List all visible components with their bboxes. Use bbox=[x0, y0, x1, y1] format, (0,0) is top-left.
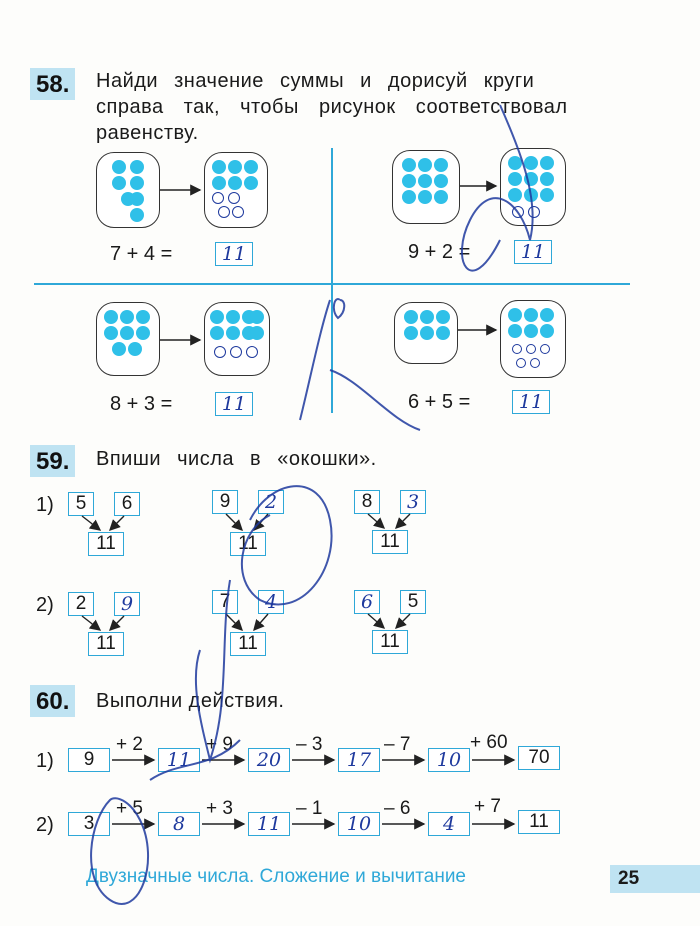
t60-r1-value[interactable]: 9 bbox=[68, 748, 110, 772]
panel2-dot bbox=[418, 174, 432, 188]
t59-r1-g2-a[interactable]: 9 bbox=[212, 490, 238, 514]
panel-divider-vertical bbox=[331, 148, 333, 413]
panel4-dot bbox=[420, 310, 434, 324]
panel2-dot bbox=[508, 188, 522, 202]
panel3-dot bbox=[104, 326, 118, 340]
task-60-row2-label: 2) bbox=[36, 814, 54, 836]
panel2-dot bbox=[434, 190, 448, 204]
footer-title: Двузначные числа. Сложение и вычитание bbox=[86, 866, 466, 887]
panel4-dot bbox=[524, 324, 538, 338]
panel3-dot bbox=[210, 310, 224, 324]
t60-r1-op: – 3 bbox=[296, 734, 323, 755]
panel3-answer-box[interactable]: 11 bbox=[215, 392, 253, 416]
panel4-dot bbox=[524, 308, 538, 322]
panel2-dot bbox=[508, 156, 522, 170]
panel2-answer-box[interactable]: 11 bbox=[514, 240, 552, 264]
panel4-dot bbox=[526, 344, 536, 354]
panel4-dot bbox=[540, 308, 554, 322]
panel2-dot bbox=[540, 172, 554, 186]
t60-r1-value[interactable]: 70 bbox=[518, 746, 560, 770]
t60-r2-value[interactable]: 10 bbox=[338, 812, 380, 836]
t59-r1-g1-sum[interactable]: 11 bbox=[88, 532, 124, 556]
panel3-dot bbox=[214, 346, 226, 358]
panel-divider-horizontal bbox=[34, 283, 630, 285]
task-58-text-line1: Найди значение суммы и дорисуй круги bbox=[96, 70, 535, 92]
panel2-dot bbox=[524, 156, 538, 170]
t59-r2-g3-b[interactable]: 5 bbox=[400, 590, 426, 614]
panel1-dot bbox=[218, 206, 230, 218]
panel3-dot bbox=[136, 326, 150, 340]
t60-r2-value[interactable]: 8 bbox=[158, 812, 200, 836]
panel2-dot bbox=[540, 188, 554, 202]
panel1-dot bbox=[212, 176, 226, 190]
task-59-number: 59. bbox=[30, 445, 75, 477]
t59-r2-g2-b[interactable]: 4 bbox=[258, 590, 284, 614]
task-58-text-line3: равенству. bbox=[96, 122, 199, 144]
panel1-dot bbox=[130, 192, 144, 206]
t60-r1-value[interactable]: 17 bbox=[338, 748, 380, 772]
t60-r2-op: + 5 bbox=[116, 798, 143, 819]
panel3-dot bbox=[226, 326, 240, 340]
panel4-dot bbox=[540, 344, 550, 354]
panel1-dot bbox=[212, 160, 226, 174]
panel3-dot bbox=[246, 346, 258, 358]
t59-r1-g2-b[interactable]: 2 bbox=[258, 490, 284, 514]
panel1-dot bbox=[228, 160, 242, 174]
panel2-dot bbox=[434, 174, 448, 188]
panel3-dot bbox=[226, 310, 240, 324]
panel1-dot bbox=[228, 176, 242, 190]
panel4-dot bbox=[508, 324, 522, 338]
panel2-dot bbox=[402, 190, 416, 204]
t60-r2-op: + 7 bbox=[474, 796, 501, 817]
t59-r1-g1-a[interactable]: 5 bbox=[68, 492, 94, 516]
panel2-dot bbox=[540, 156, 554, 170]
panel3-dot bbox=[250, 326, 264, 340]
t59-r2-g3-sum[interactable]: 11 bbox=[372, 630, 408, 654]
panel4-answer-box[interactable]: 11 bbox=[512, 390, 550, 414]
t60-r2-value[interactable]: 11 bbox=[518, 810, 560, 834]
panel4-dot bbox=[404, 326, 418, 340]
panel4-dot bbox=[540, 324, 554, 338]
t59-r2-g1-sum[interactable]: 11 bbox=[88, 632, 124, 656]
t60-r2-op: – 6 bbox=[384, 798, 411, 819]
panel2-dot bbox=[402, 158, 416, 172]
panel2-expression: 9 + 2 = bbox=[408, 241, 471, 263]
panel4-dot bbox=[512, 344, 522, 354]
panel2-dot bbox=[418, 190, 432, 204]
t60-r2-op: + 3 bbox=[206, 798, 233, 819]
panel1-expression: 7 + 4 = bbox=[110, 243, 173, 265]
panel4-dot bbox=[508, 308, 522, 322]
task-58-number: 58. bbox=[30, 68, 75, 100]
t60-r2-value[interactable]: 4 bbox=[428, 812, 470, 836]
t60-r1-op: – 7 bbox=[384, 734, 411, 755]
panel3-dot bbox=[136, 310, 150, 324]
page-number: 25 bbox=[610, 865, 700, 893]
panel4-dot bbox=[436, 310, 450, 324]
task-59-text: Впиши числа в «окошки». bbox=[96, 448, 377, 470]
panel1-left-frame bbox=[96, 152, 160, 228]
t60-r2-op: – 1 bbox=[296, 798, 323, 819]
panel2-dot bbox=[434, 158, 448, 172]
panel1-dot bbox=[112, 160, 126, 174]
t59-r1-g1-b[interactable]: 6 bbox=[114, 492, 140, 516]
panel2-dot bbox=[524, 188, 538, 202]
panel1-dot bbox=[244, 160, 258, 174]
task-59-row2-label: 2) bbox=[36, 594, 54, 616]
panel1-dot bbox=[130, 160, 144, 174]
panel2-dot bbox=[528, 206, 540, 218]
panel4-dot bbox=[530, 358, 540, 368]
panel1-dot bbox=[112, 176, 126, 190]
panel3-dot bbox=[250, 310, 264, 324]
t60-r1-value[interactable]: 10 bbox=[428, 748, 470, 772]
t60-r1-value[interactable]: 11 bbox=[158, 748, 200, 772]
panel3-dot bbox=[230, 346, 242, 358]
task-59-row1-label: 1) bbox=[36, 494, 54, 516]
t60-r1-op: + 60 bbox=[470, 732, 508, 753]
t59-r2-g1-b[interactable]: 9 bbox=[114, 592, 140, 616]
panel2-dot bbox=[508, 172, 522, 186]
panel3-dot bbox=[104, 310, 118, 324]
t60-r1-op: + 9 bbox=[206, 734, 233, 755]
panel3-dot bbox=[120, 326, 134, 340]
t60-r2-value[interactable]: 11 bbox=[248, 812, 290, 836]
panel1-dot bbox=[212, 192, 224, 204]
task-60-text: Выполни действия. bbox=[96, 690, 285, 712]
panel4-dot bbox=[436, 326, 450, 340]
panel1-dot bbox=[244, 176, 258, 190]
t59-r2-g2-sum[interactable]: 11 bbox=[230, 632, 266, 656]
t59-r2-g1-a[interactable]: 2 bbox=[68, 592, 94, 616]
panel3-dot bbox=[120, 310, 134, 324]
panel3-dot bbox=[112, 342, 126, 356]
panel1-answer-box[interactable]: 11 bbox=[215, 242, 253, 266]
panel1-dot bbox=[130, 208, 144, 222]
t59-r2-g3-a[interactable]: 6 bbox=[354, 590, 380, 614]
t59-r2-g2-a[interactable]: 7 bbox=[212, 590, 238, 614]
panel1-dot bbox=[228, 192, 240, 204]
panel3-dot bbox=[210, 326, 224, 340]
panel1-dot bbox=[130, 176, 144, 190]
task-60-number: 60. bbox=[30, 685, 75, 717]
t59-r1-g3-sum[interactable]: 11 bbox=[372, 530, 408, 554]
panel2-dot bbox=[512, 206, 524, 218]
panel1-dot bbox=[232, 206, 244, 218]
t60-r2-value[interactable]: 3 bbox=[68, 812, 110, 836]
task-58-text-line2: справа так, чтобы рисунок соответствовал bbox=[96, 96, 568, 118]
t59-r1-g2-sum[interactable]: 11 bbox=[230, 532, 266, 556]
panel4-dot bbox=[404, 310, 418, 324]
t59-r1-g3-b[interactable]: 3 bbox=[400, 490, 426, 514]
t60-r1-op: + 2 bbox=[116, 734, 143, 755]
panel4-dot bbox=[516, 358, 526, 368]
panel2-dot bbox=[418, 158, 432, 172]
t60-r1-value[interactable]: 20 bbox=[248, 748, 290, 772]
panel2-dot bbox=[402, 174, 416, 188]
task-60-row1-label: 1) bbox=[36, 750, 54, 772]
panel4-dot bbox=[420, 326, 434, 340]
t59-r1-g3-a[interactable]: 8 bbox=[354, 490, 380, 514]
panel3-expression: 8 + 3 = bbox=[110, 393, 173, 415]
panel3-dot bbox=[128, 342, 142, 356]
panel2-dot bbox=[524, 172, 538, 186]
panel4-expression: 6 + 5 = bbox=[408, 391, 471, 413]
